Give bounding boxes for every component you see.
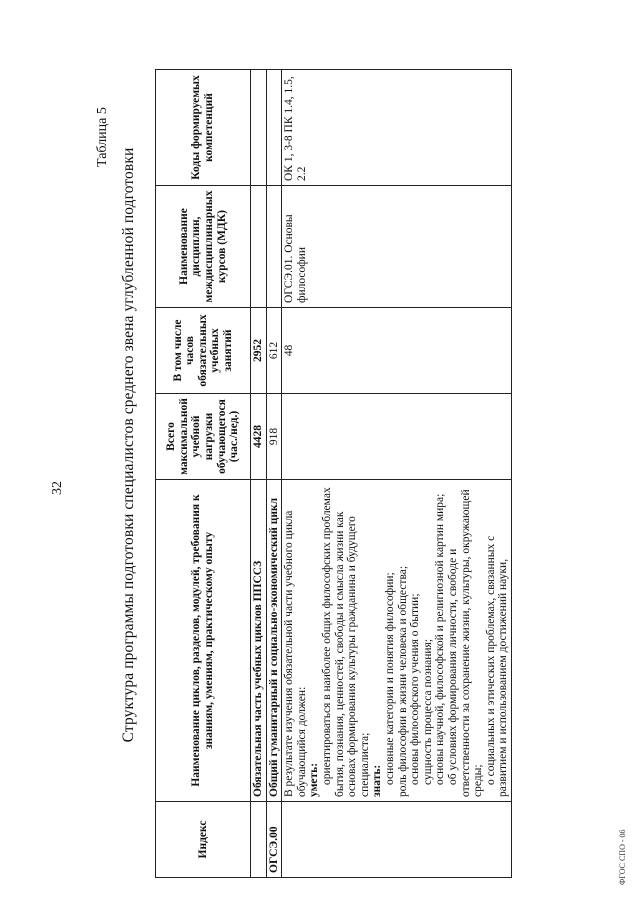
znat-item: роль философии в жизни человека и общества; <box>396 565 409 797</box>
page-title: Структура программы подготовки специалистов среднего звена углубленной подготовки <box>120 147 137 743</box>
znat-item: основные категории и понятия философии; <box>383 572 396 785</box>
header-disciplines: Наименование дисциплин, междисциплинарных курсов (МДК) <box>156 186 251 308</box>
header-mandatory: В том числе часов обязательных учебных занятий <box>156 308 251 394</box>
table-row-ogse01 <box>282 70 512 878</box>
cell-empty <box>251 186 267 308</box>
page-number: 32 <box>50 481 65 495</box>
cell-ogse-mandatory: 612 <box>266 308 282 394</box>
cell-empty <box>282 802 512 878</box>
cell-ogse01-mandatory: 48 <box>282 308 512 394</box>
cell-empty <box>282 394 512 480</box>
znat-heading: знать: <box>371 764 384 797</box>
table-row-ogse <box>266 70 282 878</box>
cell-empty <box>266 70 282 186</box>
cell-total-mandatory: 2952 <box>251 308 267 394</box>
header-name: Наименование циклов, разделов, модулей, требования к знаниям, умениям, практическому опыту <box>156 480 251 802</box>
cell-ogse-index: ОГСЭ.00 <box>266 802 282 878</box>
cell-ogse01-requirements <box>282 480 512 802</box>
znat-item: основы научной, философской и религиозной картин мира; <box>434 493 447 785</box>
znat-item: об условиях формирования личности, свободе и ответственности за сохранение жизни, культуры, окружающей среды; <box>446 489 485 797</box>
cell-total-max: 4428 <box>251 394 267 480</box>
znat-item: о социальных и этических проблемах, связанных с развитием и использованием достижений науки, <box>484 535 510 797</box>
table-header-row <box>156 70 251 878</box>
cell-ogse01-discipline: ОГСЭ.01. Основы философии <box>282 186 512 308</box>
footer-mark: ФГОС СПО - 06 <box>618 829 627 885</box>
requirements-intro: В результате изучения обязательной части учебного цикла обучающийся должен: <box>283 510 308 797</box>
cell-ogse-label: Общий гуманитарный и социально-экономический цикл <box>266 480 282 802</box>
znat-item: сущность процесса познания; <box>421 638 434 785</box>
header-max-load: Всего максимальной учебной нагрузки обучающегося (час./нед.) <box>156 394 251 480</box>
umet-heading: уметь: <box>308 762 321 797</box>
cell-total-label: Обязательная часть учебных циклов ППССЗ <box>251 480 267 802</box>
znat-item: основы философского учения о бытии; <box>409 593 422 785</box>
cell-ogse-max: 918 <box>266 394 282 480</box>
umet-text: ориентироваться в наиболее общих философских проблемах бытия, познания, ценностей, свободы и смысла жизни как основах формирования культуры гражданина и будущего специалиста; <box>320 487 371 797</box>
header-index: Индекс <box>156 802 251 878</box>
cell-empty <box>251 802 267 878</box>
table-row-total <box>251 70 267 878</box>
cell-empty <box>266 186 282 308</box>
program-structure-table <box>155 69 512 878</box>
table-label: Таблица 5 <box>95 107 110 167</box>
cell-ogse01-competencies: ОК 1, 3-8 ПК 1.4, 1.5, 2.2 <box>282 70 512 186</box>
header-competencies: Коды формируемых компетенций <box>156 70 251 186</box>
cell-empty <box>251 70 267 186</box>
